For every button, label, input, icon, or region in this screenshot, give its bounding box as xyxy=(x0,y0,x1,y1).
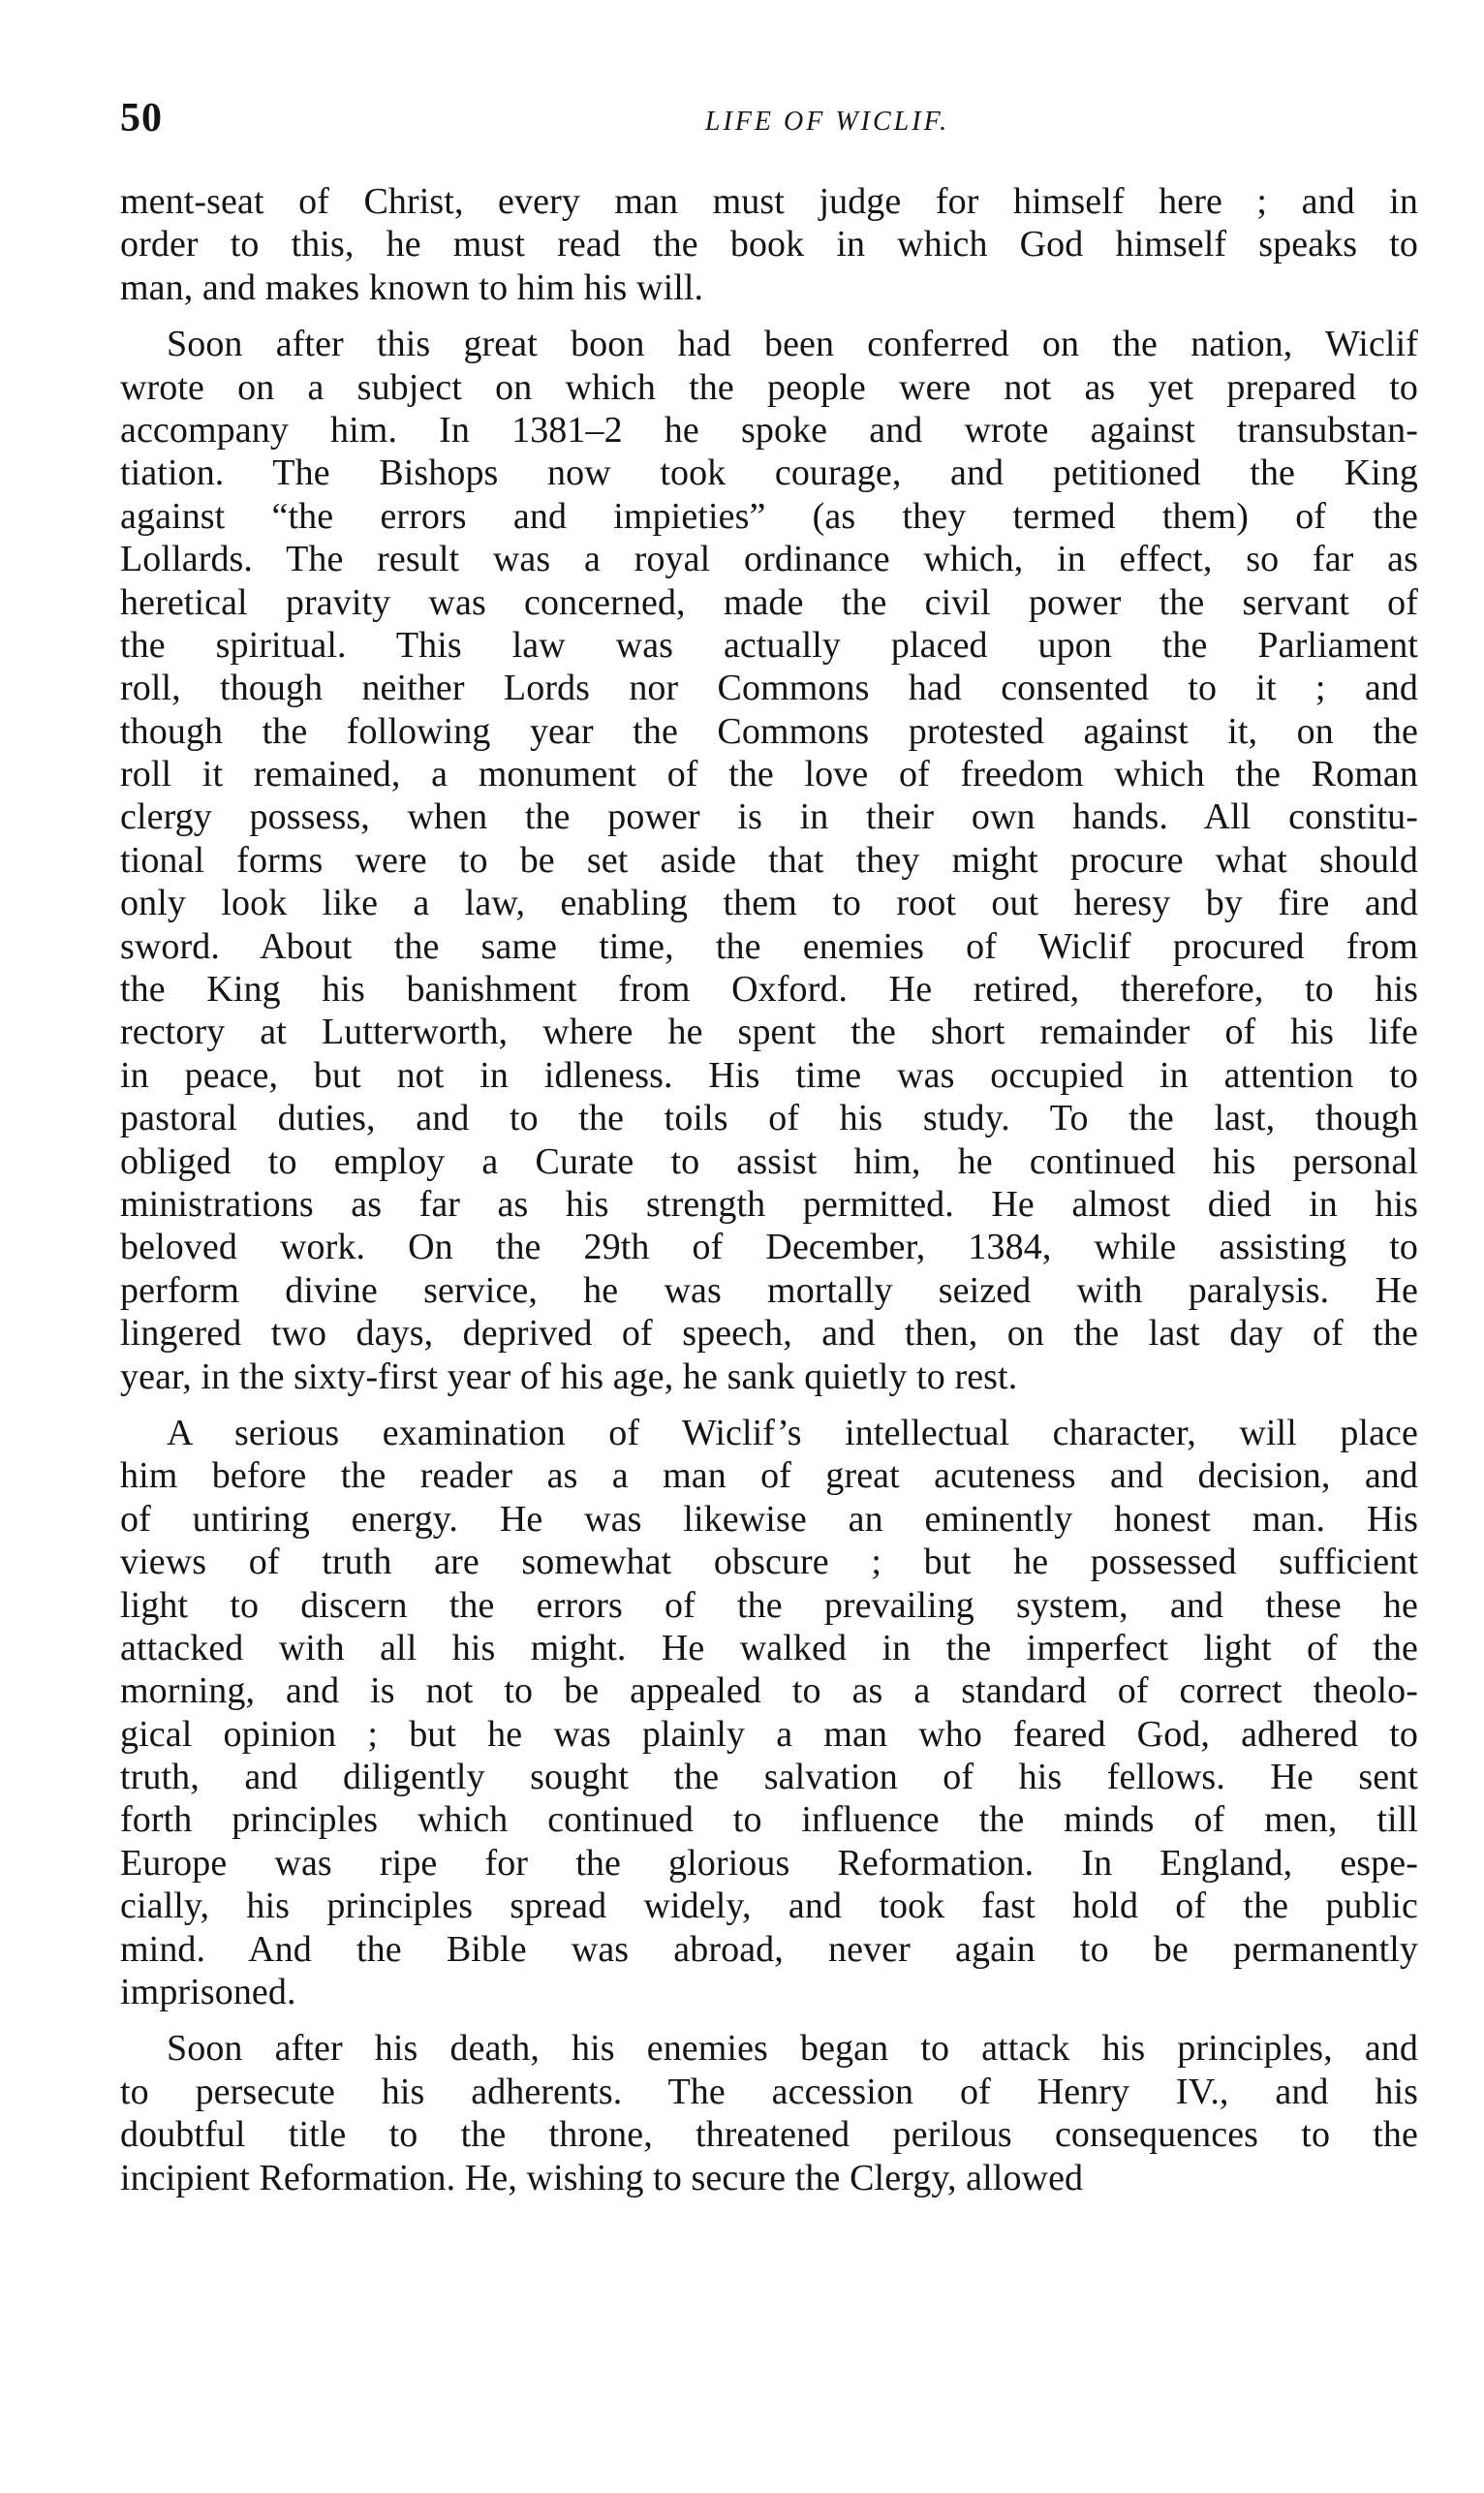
text-line: of untiring energy. He was likewise an eminently honest man. His xyxy=(120,1498,1418,1540)
text-line: incipient Reformation. He, wishing to secure the Clergy, allowed xyxy=(120,2157,1084,2198)
text-line: to persecute his adherents. The accession of Henry IV., and his xyxy=(120,2071,1418,2112)
text-line: wrote on a subject on which the people were not as yet prepared to xyxy=(120,366,1418,408)
text-line: doubtful title to the throne, threatened perilous consequences to the xyxy=(120,2114,1418,2156)
text-line: obliged to employ a Curate to assist him, he continued his personal xyxy=(120,1140,1418,1182)
text-line: Lollards. The result was a royal ordinance which, in effect, so far as xyxy=(120,539,1418,580)
body-text xyxy=(120,180,1418,2199)
paragraph xyxy=(120,180,1418,309)
text-line: imprisoned. xyxy=(120,1972,296,2013)
text-line: tiation. The Bishops now took courage, and petitioned the King xyxy=(120,452,1418,494)
text-line: him before the reader as a man of great acuteness and decision, and xyxy=(120,1455,1418,1497)
text-line: heretical pravity was concerned, made the civil power the servant of xyxy=(120,581,1418,623)
text-line: A serious examination of Wiclif’s intellectual character, will place xyxy=(167,1412,1418,1453)
paragraph xyxy=(120,1412,1418,2013)
text-line: truth, and diligently sought the salvation of his fellows. He sent xyxy=(120,1757,1418,1798)
text-line: the King his banishment from Oxford. He retired, therefore, to his xyxy=(120,969,1418,1011)
text-line: beloved work. On the 29th of December, 1384, while assisting to xyxy=(120,1227,1418,1268)
text-line: lingered two days, deprived of speech, and then, on the last day of the xyxy=(120,1313,1418,1355)
page-number: 50 xyxy=(120,96,163,140)
text-line: roll, though neither Lords nor Commons had consented to it ; and xyxy=(120,668,1418,709)
text-line: ministrations as far as his strength permitted. He almost died in his xyxy=(120,1183,1418,1225)
text-line: perform divine service, he was mortally seized with paralysis. He xyxy=(120,1269,1418,1311)
text-line: pastoral duties, and to the toils of his study. To the last, though xyxy=(120,1098,1418,1139)
text-line: morning, and is not to be appealed to as a standard of correct theolo- xyxy=(120,1670,1418,1712)
paragraph xyxy=(120,2027,1418,2199)
text-line: light to discern the errors of the prevailing system, and these he xyxy=(120,1584,1418,1626)
running-head: LIFE OF WICLIF. xyxy=(704,107,950,137)
text-line: in peace, but not in idleness. His time was occupied in attention to xyxy=(120,1054,1418,1096)
text-line: man, and makes known to him his will. xyxy=(120,266,704,308)
text-line: the spiritual. This law was actually placed upon the Parliament xyxy=(120,624,1418,666)
text-line: accompany him. In 1381–2 he spoke and wrote against transubstan- xyxy=(120,409,1418,451)
text-line: Soon after his death, his enemies began to attack his principles, and xyxy=(167,2028,1418,2070)
text-line: Europe was ripe for the glorious Reformation. In England, espe- xyxy=(120,1842,1418,1884)
text-line: year, in the sixty-first year of his age, he sank quietly to rest. xyxy=(120,1356,1018,1397)
text-line: cially, his principles spread widely, and took fast hold of the public xyxy=(120,1885,1418,1927)
text-line: attacked with all his might. He walked in the imperfect light of the xyxy=(120,1627,1418,1668)
text-line: tional forms were to be set aside that they might procure what should xyxy=(120,839,1418,881)
text-line: against “the errors and impieties” (as they termed them) of the xyxy=(120,495,1418,537)
text-line: though the following year the Commons protested against it, on the xyxy=(120,710,1418,752)
text-line: forth principles which continued to influence the minds of men, till xyxy=(120,1799,1418,1841)
text-line: ment-seat of Christ, every man must judge for himself here ; and in xyxy=(120,181,1418,222)
text-line: only look like a law, enabling them to root out heresy by fire and xyxy=(120,883,1418,924)
text-line: clergy possess, when the power is in their own hands. All constitu- xyxy=(120,796,1418,838)
page-header xyxy=(120,95,1418,143)
text-line: Soon after this great boon had been conferred on the nation, Wiclif xyxy=(167,324,1418,365)
text-line: gical opinion ; but he was plainly a man who feared God, adhered to xyxy=(120,1713,1418,1755)
text-line: sword. About the same time, the enemies of Wiclif procured from xyxy=(120,925,1418,967)
paragraph xyxy=(120,323,1418,1398)
text-line: order to this, he must read the book in which God himself speaks to xyxy=(120,224,1418,265)
text-line: views of truth are somewhat obscure ; but he possessed sufficient xyxy=(120,1542,1418,1583)
text-line: roll it remained, a monument of the love of freedom which the Roman xyxy=(120,754,1418,795)
text-line: rectory at Lutterworth, where he spent the short remainder of his life xyxy=(120,1012,1418,1053)
text-line: mind. And the Bible was abroad, never again to be permanently xyxy=(120,1928,1418,1970)
